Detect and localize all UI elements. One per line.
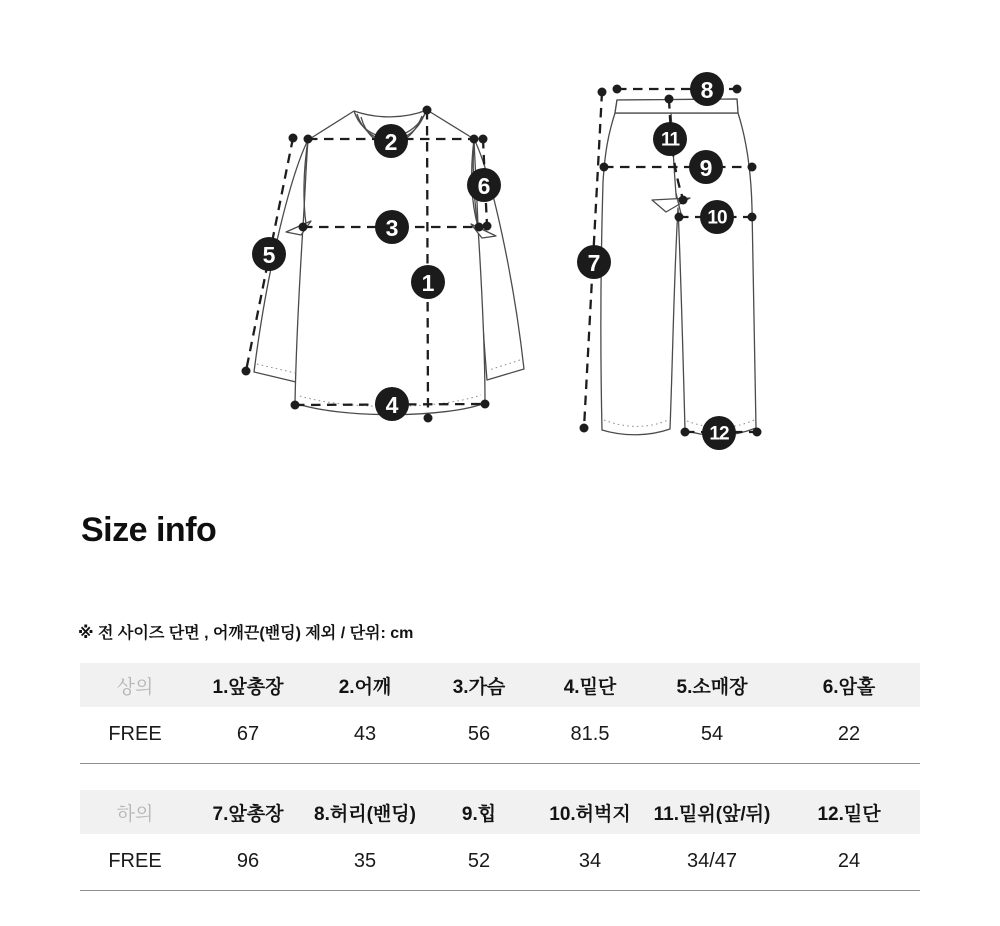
measure-badge-6 [467,168,501,202]
svg-text:7: 7 [587,250,601,276]
svg-text:8: 8 [700,77,714,103]
measure-badge-8 [690,72,724,106]
svg-text:3: 3 [385,215,399,241]
measurement-value: 35 [353,850,377,873]
measure-badge-12 [702,416,736,450]
measure-badge-1 [411,265,445,299]
measurement-value: 34/47 [686,850,738,873]
column-header: 8.허리(밴딩) [314,803,416,825]
measurement-value: 81.5 [570,723,610,746]
measurement-value: 43 [353,723,377,746]
svg-text:9: 9 [699,155,713,181]
pants-body [601,113,756,435]
svg-text:6: 6 [477,173,491,199]
page-title: Size info [81,511,217,549]
measurement-value: 34 [578,850,602,873]
measurement-value: 56 [467,723,491,746]
measure-badge-2 [374,124,408,158]
svg-text:1: 1 [421,270,435,296]
column-header: 9.힙 [461,803,497,825]
measurement-value: 52 [467,850,491,873]
column-header: 12.밑단 [817,803,881,825]
column-header: 4.밑단 [563,676,617,698]
measurement-value: 24 [837,850,861,873]
measure-badge-10 [700,200,734,234]
column-header: 5.소매장 [676,676,748,698]
svg-text:2: 2 [384,129,398,155]
table-row [80,834,920,890]
measurement-value: 54 [700,723,724,746]
column-header: 1.앞총장 [212,676,284,698]
category-label: 상의 [116,676,154,698]
table-header-row [80,663,920,707]
table-header-row [80,790,920,834]
measure-badge-11 [653,122,687,156]
measure-badge-4 [375,387,409,421]
column-header: 10.허벅지 [549,803,631,825]
column-header: 11.밑위(앞/뒤) [653,803,771,825]
measurement-value: 67 [236,723,260,746]
size-table-bottom [80,790,920,891]
measure-badge-5 [252,237,286,271]
table-row [80,707,920,763]
svg-text:10: 10 [707,207,727,229]
svg-text:12: 12 [709,423,729,445]
measurement-value: 96 [236,850,260,873]
svg-text:4: 4 [385,392,399,418]
measure-badge-3 [375,210,409,244]
category-label: 하의 [116,803,154,825]
measure-badge-7 [577,245,611,279]
measure-badge-9 [689,150,723,184]
column-header: 6.암홀 [822,676,876,698]
size-note: ※ 전 사이즈 단면 , 어깨끈(밴딩) 제외 / 단위: cm [78,625,414,642]
column-header: 2.어깨 [338,676,392,698]
column-header: 3.가슴 [452,676,506,698]
size-label: FREE [108,850,162,873]
svg-text:11: 11 [660,129,680,151]
column-header: 7.앞총장 [212,803,284,825]
svg-text:5: 5 [262,242,276,268]
size-table-top [80,663,920,764]
size-label: FREE [108,723,162,746]
measurement-value: 22 [837,723,861,746]
